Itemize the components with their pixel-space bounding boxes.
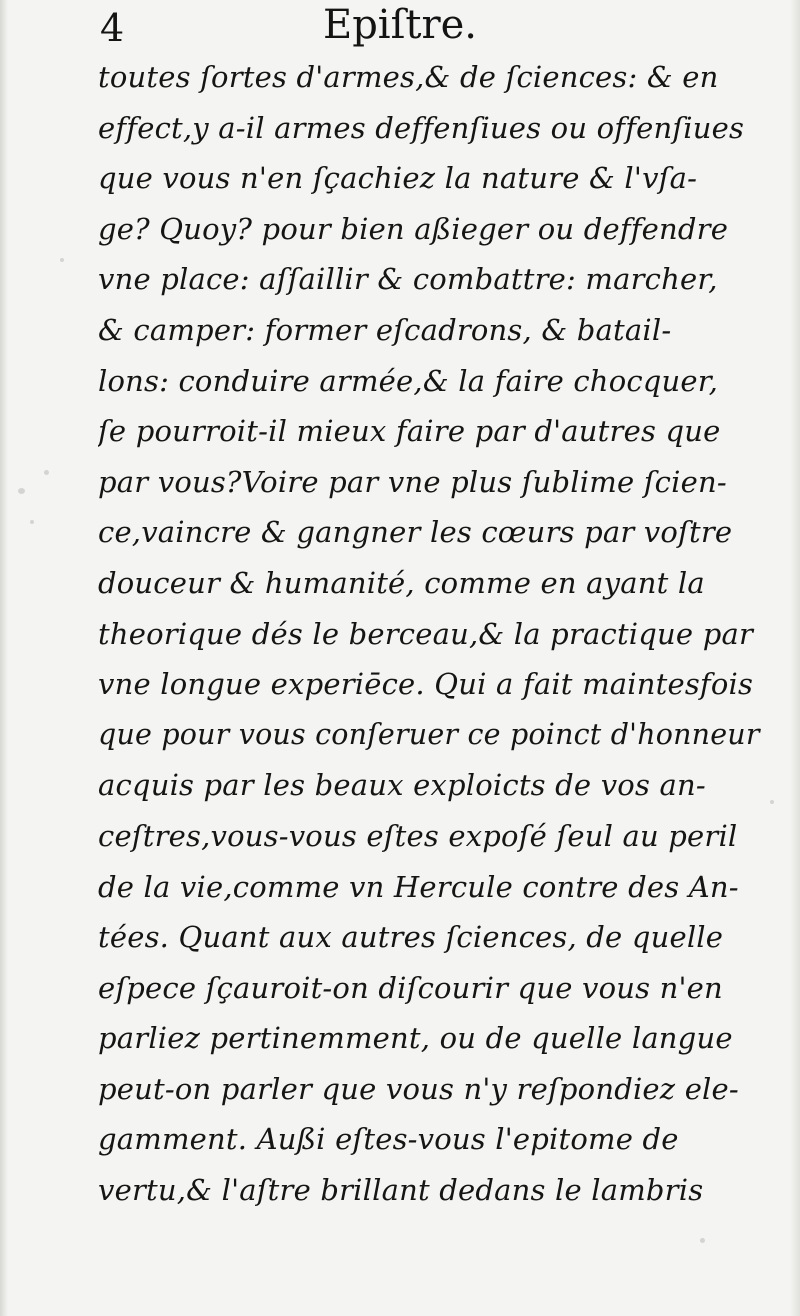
- text-line: acquis par les beaux exploicts de vos an-: [98, 768, 706, 803]
- paper-speck: [60, 258, 64, 262]
- text-line: & camper: former eſcadrons, & batail-: [98, 312, 672, 347]
- text-line: que pour vous conſeruer ce poinct d'honneur: [98, 717, 760, 751]
- text-line: douceur & humanité, comme en ayant la: [98, 565, 705, 600]
- text-line: vne place: aſſaillir & combattre: marcher,: [98, 262, 718, 297]
- text-line: lons: conduire armée,& la faire chocquer,: [98, 363, 719, 398]
- text-line: gamment. Außi eſtes-vous l'epitome de: [98, 1122, 679, 1157]
- text-line: ceſtres,vous-vous eſtes expoſé ſeul au peril: [98, 818, 738, 853]
- page-left-edge-shadow: [0, 0, 8, 1316]
- text-line: vne longue experiēce. Qui a fait maintesfois: [98, 667, 754, 702]
- text-line: ſe pourroit-il mieux faire par d'autres que: [98, 414, 721, 449]
- text-line: effect,y a-il armes deffenſiues ou offenſiues: [98, 110, 745, 145]
- text-line: parliez pertinemment, ou de quelle langue: [98, 1021, 733, 1056]
- text-line: par vous?Voire par vne plus ſublime ſcien-: [98, 464, 727, 499]
- running-title: Epiſtre.: [323, 2, 477, 48]
- text-line: que vous n'en ſçachiez la nature & l'vſa-: [98, 161, 698, 196]
- text-line: vertu,& l'aſtre brillant dedans le lambris: [98, 1173, 704, 1208]
- paper-speck: [770, 800, 774, 804]
- body-text: [98, 52, 768, 1216]
- text-line: toutes ſortes d'armes,& de ſciences: & en: [98, 60, 719, 94]
- paper-speck: [700, 1238, 705, 1243]
- text-line: tées. Quant aux autres ſciences, de quelle: [98, 920, 724, 955]
- text-line: ce,vaincre & gangner les cœurs par voſtre: [98, 515, 733, 550]
- text-line: ge? Quoy? pour bien aßieger ou deffendre: [98, 211, 729, 246]
- text-line: eſpece ſçauroit-on diſcourir que vous n'en: [98, 970, 723, 1005]
- text-line: peut-on parler que vous n'y reſpondiez ele-: [98, 1071, 739, 1106]
- page-number: 4: [100, 6, 125, 50]
- page-right-edge-shadow: [790, 0, 800, 1316]
- paper-speck: [44, 470, 49, 475]
- paper-speck: [30, 520, 34, 524]
- paper-speck: [18, 488, 25, 494]
- text-line: de la vie,comme vn Hercule contre des An-: [98, 869, 739, 904]
- text-line: theorique dés le berceau,& la practique par: [98, 616, 754, 651]
